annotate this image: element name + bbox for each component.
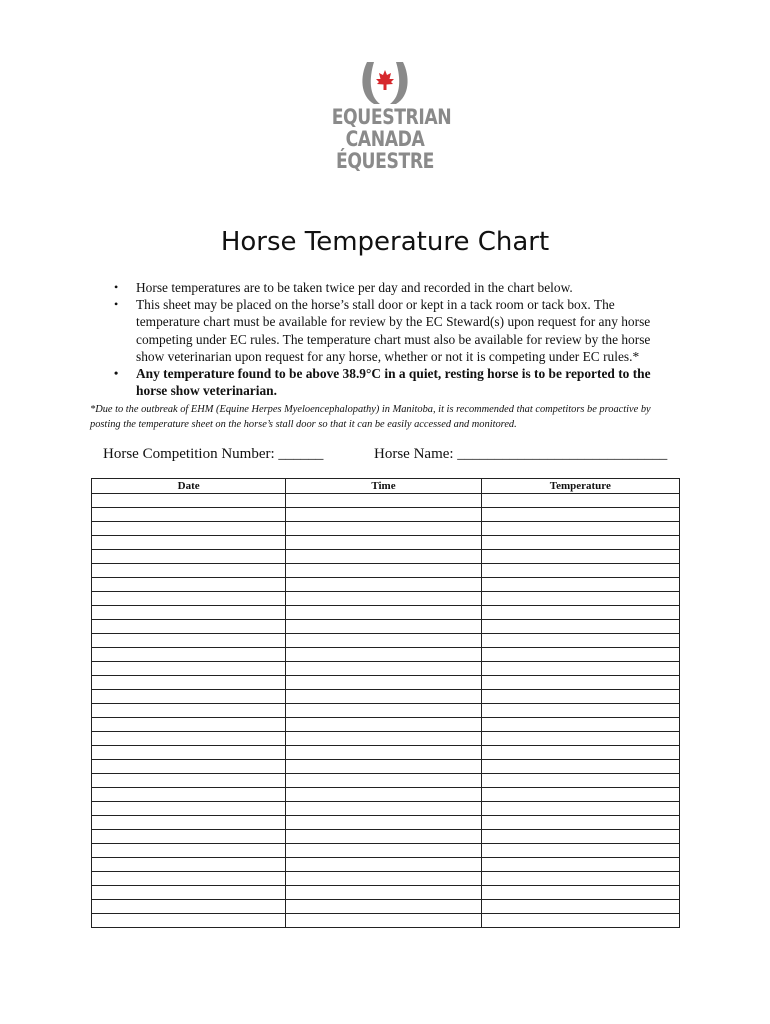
table-row [92,536,680,550]
table-row [92,620,680,634]
temperature-cell[interactable] [481,620,679,634]
time-cell[interactable] [286,634,481,648]
time-cell[interactable] [286,620,481,634]
date-cell[interactable] [92,886,286,900]
table-row [92,704,680,718]
time-cell[interactable] [286,914,481,928]
date-cell[interactable] [92,550,286,564]
horse-name-field[interactable]: Horse Name: ____________________________ [374,446,668,462]
date-cell[interactable] [92,704,286,718]
temperature-cell[interactable] [481,550,679,564]
table-row [92,816,680,830]
time-cell[interactable] [286,886,481,900]
page-title: Horse Temperature Chart [220,227,550,257]
temperature-cell[interactable] [481,886,679,900]
date-cell[interactable] [92,914,286,928]
temperature-cell[interactable] [481,704,679,718]
table-row [92,718,680,732]
time-cell[interactable] [286,732,481,746]
table-row [92,872,680,886]
date-cell[interactable] [92,858,286,872]
time-cell[interactable] [286,564,481,578]
table-row [92,508,680,522]
temperature-cell[interactable] [481,872,679,886]
table-row [92,774,680,788]
logo-text-2: CANADA [345,127,425,151]
logo-text-1: EQUESTRIAN [331,105,452,129]
date-cell[interactable] [92,648,286,662]
bullet-icon: • [114,297,119,312]
table-row [92,858,680,872]
table-row [92,760,680,774]
date-cell[interactable] [92,494,286,508]
date-cell[interactable] [92,662,286,676]
table-row [92,606,680,620]
time-cell[interactable] [286,508,481,522]
date-cell[interactable] [92,578,286,592]
logo-text-3: ÉQUESTRE [335,149,435,173]
equestrian-canada-logo [320,60,450,184]
time-cell[interactable] [286,648,481,662]
temperature-cell[interactable] [481,802,679,816]
temperature-cell[interactable] [481,844,679,858]
date-cell[interactable] [92,774,286,788]
table-row [92,802,680,816]
time-cell[interactable] [286,704,481,718]
temperature-cell[interactable] [481,536,679,550]
time-cell[interactable] [286,592,481,606]
instruction-text: Horse temperatures are to be taken twice per day and recorded in the chart below. [136,280,573,295]
temperature-cell[interactable] [481,746,679,760]
date-cell[interactable] [92,620,286,634]
date-cell[interactable] [92,746,286,760]
horseshoe-maple-leaf-icon [358,60,412,106]
table-row [92,522,680,536]
time-cell[interactable] [286,494,481,508]
time-cell[interactable] [286,690,481,704]
date-cell[interactable] [92,592,286,606]
date-cell[interactable] [92,732,286,746]
bullet-icon: • [114,366,119,381]
table-row [92,690,680,704]
temperature-cell[interactable] [481,676,679,690]
date-cell[interactable] [92,536,286,550]
date-cell[interactable] [92,564,286,578]
date-cell[interactable] [92,508,286,522]
temperature-cell[interactable] [481,522,679,536]
temperature-cell[interactable] [481,788,679,802]
time-cell[interactable] [286,802,481,816]
temperature-cell[interactable] [481,732,679,746]
table-row [92,592,680,606]
table-row [92,564,680,578]
date-cell[interactable] [92,802,286,816]
instruction-item [108,296,670,365]
column-header-temperature: Temperature [481,479,679,494]
table-row [92,732,680,746]
instructions-list [108,279,670,399]
competition-number-field[interactable]: Horse Competition Number: ______ [103,446,324,462]
footnote: *Due to the outbreak of EHM (Equine Herpes Myeloencephalopathy) in Manitoba, it is recommended that competitors be proactive by posting the temperature sheet on the horse’s stall door so that it can be easily accessed and monitored. [90,404,651,430]
time-cell[interactable] [286,606,481,620]
time-cell[interactable] [286,830,481,844]
temperature-cell[interactable] [481,830,679,844]
time-cell[interactable] [286,858,481,872]
time-cell[interactable] [286,662,481,676]
column-header-date: Date [92,479,286,494]
table-header-row [92,479,680,494]
date-cell[interactable] [92,760,286,774]
table-row [92,578,680,592]
time-cell[interactable] [286,522,481,536]
time-cell[interactable] [286,746,481,760]
temperature-cell[interactable] [481,718,679,732]
temperature-cell[interactable] [481,914,679,928]
temperature-cell[interactable] [481,606,679,620]
date-cell[interactable] [92,816,286,830]
date-cell[interactable] [92,788,286,802]
temperature-cell[interactable] [481,690,679,704]
table-row [92,886,680,900]
time-cell[interactable] [286,760,481,774]
table-row [92,494,680,508]
temperature-cell[interactable] [481,564,679,578]
table-row [92,634,680,648]
time-cell[interactable] [286,900,481,914]
instruction-text: Any temperature found to be above 38.9°C in a quiet, resting horse is to be reported to the horse show veterinarian. [136,366,651,399]
table-row [92,830,680,844]
table-row [92,648,680,662]
table-row [92,550,680,564]
temperature-cell[interactable] [481,774,679,788]
table-row [92,788,680,802]
time-cell[interactable] [286,788,481,802]
time-cell[interactable] [286,872,481,886]
date-cell[interactable] [92,844,286,858]
bullet-icon: • [114,280,119,294]
instruction-text: This sheet may be placed on the horse’s stall door or kept in a tack room or tack box. The temperature chart must be available for review by the EC Steward(s) upon request for any horse competing under EC rules. The temperature chart must also be available for review by the horse show veterinarian upon request for any horse, whether or not it is competing under EC rules.* [136,297,651,364]
temperature-cell[interactable] [481,592,679,606]
temperature-cell[interactable] [481,508,679,522]
table-row [92,746,680,760]
date-cell[interactable] [92,606,286,620]
table-row [92,900,680,914]
table-row [92,662,680,676]
instruction-item [108,279,670,296]
table-row [92,676,680,690]
time-cell[interactable] [286,816,481,830]
temperature-cell[interactable] [481,816,679,830]
temperature-cell[interactable] [481,634,679,648]
time-cell[interactable] [286,718,481,732]
time-cell[interactable] [286,550,481,564]
temperature-cell[interactable] [481,662,679,676]
date-cell[interactable] [92,522,286,536]
column-header-time: Time [286,479,481,494]
temperature-cell[interactable] [481,760,679,774]
date-cell[interactable] [92,676,286,690]
temperature-cell[interactable] [481,900,679,914]
temperature-cell[interactable] [481,494,679,508]
time-cell[interactable] [286,578,481,592]
time-cell[interactable] [286,676,481,690]
time-cell[interactable] [286,536,481,550]
table-row [92,914,680,928]
date-cell[interactable] [92,634,286,648]
instruction-item [108,365,670,399]
table-row [92,844,680,858]
temperature-cell[interactable] [481,648,679,662]
date-cell[interactable] [92,872,286,886]
temperature-table [91,478,680,928]
date-cell[interactable] [92,900,286,914]
time-cell[interactable] [286,844,481,858]
date-cell[interactable] [92,690,286,704]
time-cell[interactable] [286,774,481,788]
date-cell[interactable] [92,830,286,844]
temperature-cell[interactable] [481,858,679,872]
temperature-cell[interactable] [481,578,679,592]
date-cell[interactable] [92,718,286,732]
